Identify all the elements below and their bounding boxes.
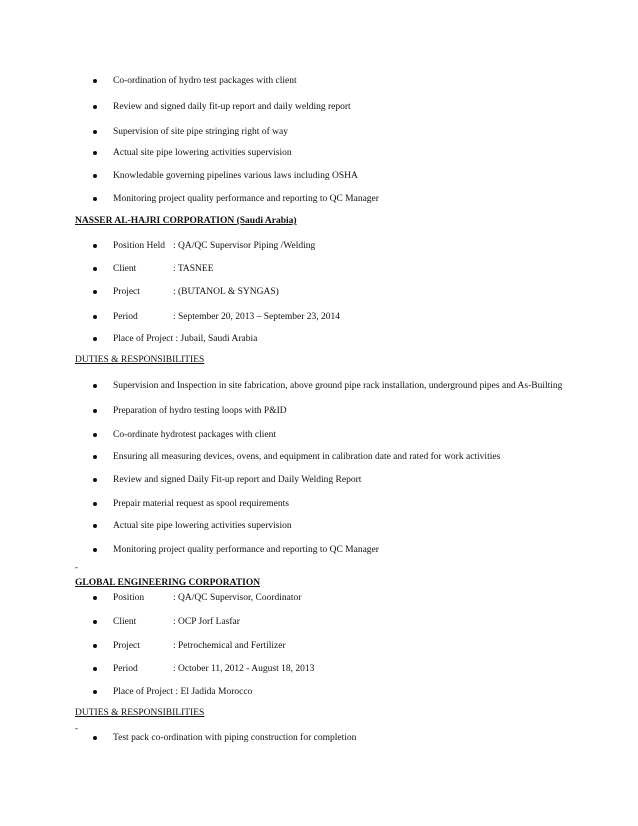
- bullet-icon: [93, 596, 97, 600]
- bullet-icon: [93, 478, 97, 482]
- duties-heading: DUTIES & RESPONSIBILITIES: [75, 355, 205, 365]
- bullet-icon: [93, 644, 97, 648]
- bullet-icon: [93, 105, 97, 109]
- bullet-icon: [93, 524, 97, 528]
- bullet-icon: [93, 384, 97, 388]
- bullet-icon: [93, 79, 97, 83]
- dash-mark: -: [75, 723, 78, 733]
- bullet-icon: [93, 174, 97, 178]
- bullet-icon: [93, 667, 97, 671]
- bullet-icon: [93, 502, 97, 506]
- bullet-icon: [93, 315, 97, 319]
- bullet-icon: [93, 197, 97, 201]
- bullet-icon: [93, 548, 97, 552]
- resume-page: Co-ordination of hydro test packages with client Review and signed daily fit-up report and daily welding report Supervision of site pipe stringing right of way Actual site pipe lowering activities supervision Knowledable governing pipelines various laws including OSHA Monitoring project quality performance and reporting to QC Manager NASSER AL-HAJRI CORPORATION (Saudi Arabia) Position Held : QA/QC Supervisor Piping /Welding Client : TASNEE Project : (BUTANOL & SYNGAS) Period : September 20, 2013 – September 23, 2014 Place of Project : Jubail, Saudi Arabia DUTIES & RESPONSIBILITIES Supervision and Inspection in site fabrication, above ground pipe rack installation, underground pipes and As-Builting Preparation of hydro testing loops with P&ID Co-ordinate hydrotest packages with client Ensuring all measuring devices, ovens, and equipment in calibration date and rated for work activities Review and signed Daily Fit-up report and Daily Welding Report Prepair material request as spool requirements Actual site pipe lowering activities supervision Monitoring project quality performance and reporting to QC Manager - GLOBAL ENGINEERING CORPORATION Position : QA/QC Supervisor, Coordinator Client : OCP Jorf Lasfar Project : Petrochemical and Fertilizer Period : October 11, 2012 - August 18, 2013 Place of Project : El Jadida Morocco DUTIES & RESPONSIBILITIES - Test pack co-ordination with piping construction for completion: [75, 76, 563, 743]
- bullet-icon: [93, 267, 97, 271]
- bullet-icon: [93, 151, 97, 155]
- company-heading: GLOBAL ENGINEERING CORPORATION: [75, 578, 261, 588]
- company-heading: NASSER AL-HAJRI CORPORATION (Saudi Arabia): [75, 216, 297, 226]
- bullet-icon: [93, 433, 97, 437]
- bullet-icon: [93, 130, 97, 134]
- duties-heading: DUTIES & RESPONSIBILITIES: [75, 708, 205, 718]
- bullet-icon: [93, 290, 97, 294]
- dash-mark: -: [75, 562, 78, 572]
- bullet-icon: [93, 455, 97, 459]
- bullet-icon: [93, 244, 97, 248]
- bullet-icon: [93, 337, 97, 341]
- bullet-icon: [93, 736, 97, 740]
- bullet-icon: [93, 409, 97, 413]
- bullet-icon: [93, 690, 97, 694]
- bullet-icon: [93, 620, 97, 624]
